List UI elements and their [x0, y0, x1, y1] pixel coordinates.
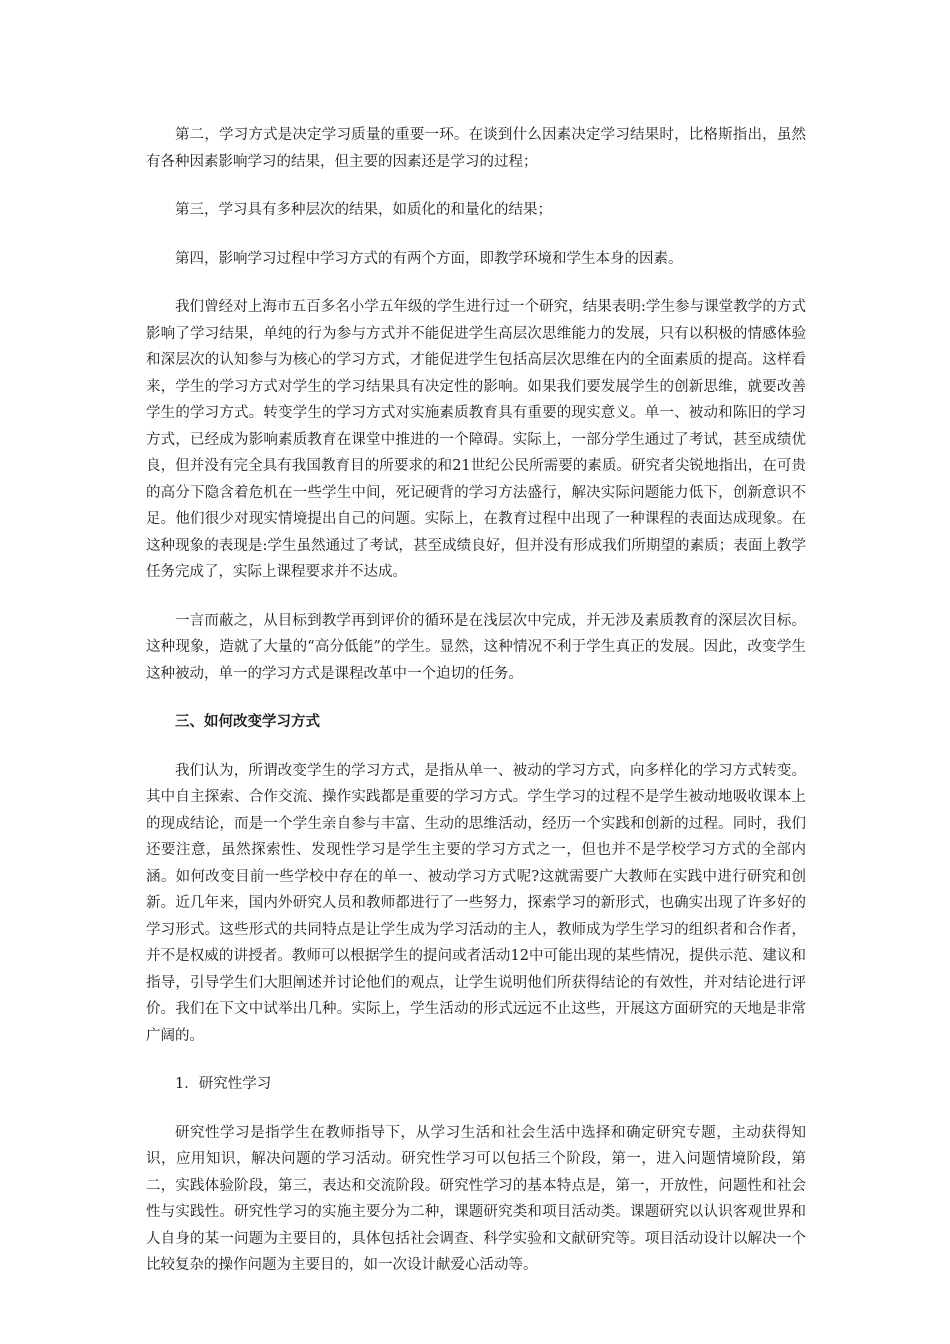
subsection-heading: 1．研究性学习	[175, 1076, 272, 1092]
paragraph-summary: 一言而蔽之，从目标到教学再到评价的循环是在浅层次中完成，并无涉及素质教育的深层次目标。这种现象，造就了大量的“高分低能”的学生。显然，这种情况不利于学生真正的发展。因此，改变学生这种被动，单一的学习方式是课程改革中一个迫切的任务。	[146, 612, 806, 682]
paragraph-second-point: 第二，学习方式是决定学习质量的重要一环。在谈到什么因素决定学习结果时，比格斯指出，虽然有各种因素影响学习的结果，但主要的因素还是学习的过程；	[146, 127, 806, 170]
paragraph-research-learning: 研究性学习是指学生在教师指导下，从学习生活和社会生活中选择和确定研究专题，主动获得知识，应用知识，解决问题的学习活动。研究性学习可以包括三个阶段，第一，进入问题情境阶段，第二，实践体验阶段，第三，表达和交流阶段。研究性学习的基本特点是，第一，开放性，问题性和社会性与实践性。研究性学习的实施主要分为二种，课题研究类和项目活动类。课题研究以认识客观世界和人自身的某一问题为主要目的，具体包括社会调查、科学实验和文献研究等。项目活动设计以解决一个比较复杂的操作问题为主要目的，如一次设计献爱心活动等。	[146, 1124, 806, 1273]
paragraph-research-findings: 我们曾经对上海市五百多名小学五年级的学生进行过一个研究，结果表明:学生参与课堂教学的方式影响了学习结果，单纯的行为参与方式并不能促进学生高层次思维能力的发展，只有以积极的情感体验和深层次的认知参与为核心的学习方式，才能促进学生包括高层次思维在内的全面素质的提高。这样看来，学生的学习方式对学生的学习结果具有决定性的影响。如果我们要发展学生的创新思维，就要改善学生的学习方式。转变学生的学习方式对实施素质教育具有重要的现实意义。单一、被动和陈旧的学习方式，已经成为影响素质教育在课堂中推进的一个障碍。实际上，一部分学生通过了考试，甚至成绩优良，但并没有完全具有我国教育目的所要求的和21世纪公民所需要的素质。研究者尖锐地指出，在可贵的高分下隐含着危机在一些学生中间，死记硬背的学习方法盛行，解决实际问题能力低下，创新意识不足。他们很少对现实情境提出自己的问题。实际上，在教育过程中出现了一种课程的表面达成现象。在这种现象的表现是:学生虽然通过了考试，甚至成绩良好，但并没有形成我们所期望的素质；表面上教学任务完成了，实际上课程要求并不达成。	[146, 299, 806, 580]
paragraph-fourth-point: 第四，影响学习过程中学习方式的有两个方面，即教学环境和学生本身的因素。	[175, 250, 683, 267]
paragraph-change-learning: 我们认为，所谓改变学生的学习方式，是指从单一、被动的学习方式，向多样化的学习方式转变。其中自主探索、合作交流、操作实践都是重要的学习方式。学生学习的过程不是学生被动地吸收课本上的现成结论，而是一个学生亲自参与丰富、生动的思维活动，经历一个实践和创新的过程。同时，我们还要注意，虽然探索性、发现性学习是学生主要的学习方式之一，但也并不是学校学习方式的全部内涵。如何改变目前一些学校中存在的单一、被动学习方式呢?这就需要广大教师在实践中进行研究和创新。近几年来，国内外研究人员和教师都进行了一些努力，探索学习的新形式，也确实出现了许多好的学习形式。这些形式的共同特点是让学生成为学习活动的主人，教师成为学生学习的组织者和合作者，并不是权威的讲授者。教师可以根据学生的提问或者活动12中可能出现的某些情况，提供示范、建议和指导，引导学生们大胆阐述并讨论他们的观点，让学生说明他们所获得结论的有效性，并对结论进行评价。我们在下文中试举出几种。实际上，学生活动的形式远远不止这些，开展这方面研究的天地是非常广阔的。	[146, 762, 806, 1044]
paragraph-third-point: 第三，学习具有多种层次的结果，如质化的和量化的结果；	[175, 202, 552, 218]
section-heading: 三、如何改变学习方式	[175, 713, 320, 730]
document-page	[146, 122, 806, 1301]
